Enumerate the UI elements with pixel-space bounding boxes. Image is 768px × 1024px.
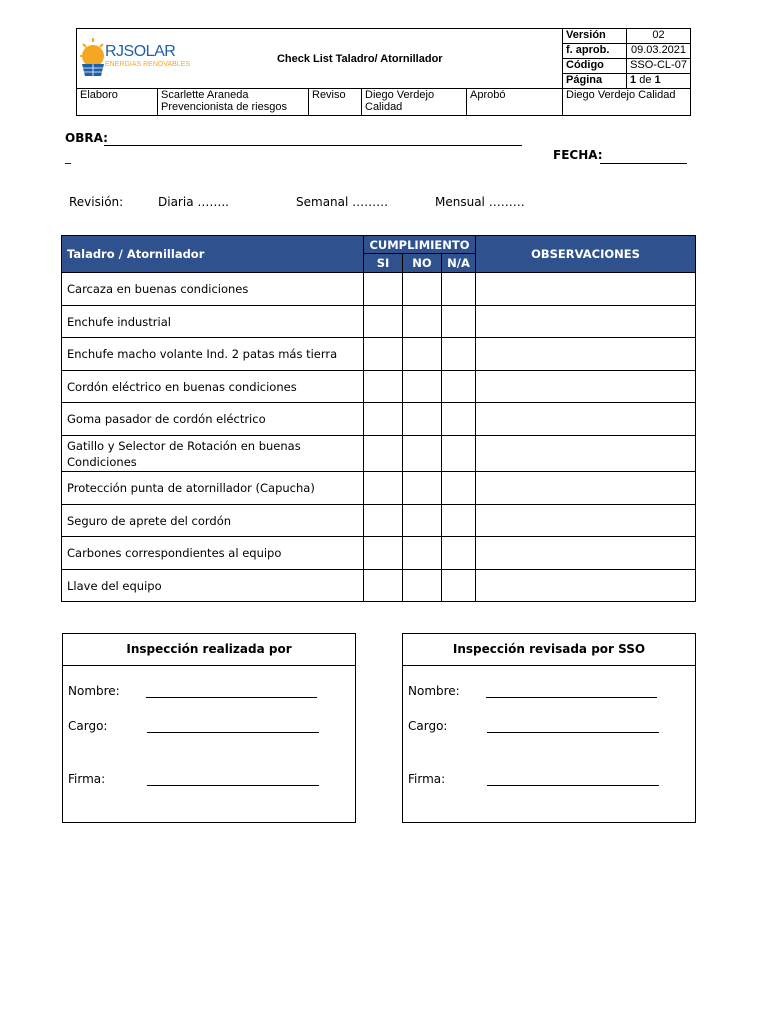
pagina-label: Página (563, 74, 627, 89)
revision-semanal[interactable]: Semanal ……… (296, 195, 389, 209)
col-na-header: N/A (442, 254, 476, 273)
checklist-row (62, 338, 696, 371)
revision-mensual[interactable]: Mensual ……… (435, 195, 525, 209)
checklist-row (62, 570, 696, 602)
left-firma-label: Firma: (68, 772, 106, 786)
checklist-item-label: Enchufe macho volante Ind. 2 patas más tierra (62, 338, 364, 371)
document-header (76, 28, 690, 111)
na-cell[interactable] (442, 306, 476, 338)
aprob-label: f. aprob. (563, 44, 627, 59)
checklist-item-label: Llave del equipo (62, 570, 364, 602)
pagina-total: 1 (654, 74, 661, 86)
observaciones-cell[interactable] (476, 338, 696, 371)
aprobo-label: Aprobó (467, 89, 563, 116)
left-firma-field[interactable] (147, 785, 319, 786)
na-cell[interactable] (442, 371, 476, 403)
si-cell[interactable] (364, 505, 403, 537)
elaboro-role: Prevencionista de riesgos (161, 101, 287, 113)
observaciones-cell[interactable] (476, 273, 696, 306)
checklist-row (62, 537, 696, 570)
col-item-header: Taladro / Atornillador (62, 236, 364, 273)
right-firma-label: Firma: (408, 772, 446, 786)
aprob-value: 09.03.2021 (627, 44, 691, 59)
right-cargo-label: Cargo: (408, 719, 448, 733)
elaboro-label: Elaboro (77, 89, 158, 116)
na-cell[interactable] (442, 338, 476, 371)
inspection-reviewed-box (402, 633, 696, 823)
si-cell[interactable] (364, 306, 403, 338)
checklist-row (62, 472, 696, 505)
si-cell[interactable] (364, 371, 403, 403)
si-cell[interactable] (364, 273, 403, 306)
right-cargo-field[interactable] (487, 732, 659, 733)
si-cell[interactable] (364, 338, 403, 371)
left-cargo-field[interactable] (147, 732, 319, 733)
observaciones-cell[interactable] (476, 537, 696, 570)
na-cell[interactable] (442, 570, 476, 602)
no-cell[interactable] (403, 403, 442, 436)
checklist-item-label: Protección punta de atornillador (Capucha) (62, 472, 364, 505)
no-cell[interactable] (403, 306, 442, 338)
right-firma-field[interactable] (487, 785, 659, 786)
obra-field[interactable] (104, 145, 522, 146)
revision-diaria[interactable]: Diaria …….. (158, 195, 229, 209)
checklist-item-label: Carcaza en buenas condiciones (62, 273, 364, 306)
fecha-label: FECHA: (553, 148, 603, 162)
col-observaciones-header: OBSERVACIONES (476, 236, 696, 273)
si-cell[interactable] (364, 472, 403, 505)
no-cell[interactable] (403, 338, 442, 371)
observaciones-cell[interactable] (476, 472, 696, 505)
observaciones-cell[interactable] (476, 306, 696, 338)
si-cell[interactable] (364, 436, 403, 472)
obra-underscore: _ (65, 150, 71, 164)
logo-text: RJSOLAR (105, 43, 176, 60)
checklist-item-label: Enchufe industrial (62, 306, 364, 338)
aprobo-value: Diego Verdejo Calidad (563, 89, 691, 116)
na-cell[interactable] (442, 472, 476, 505)
inspection-reviewed-title: Inspección revisada por SSO (403, 634, 695, 666)
col-no-header: NO (403, 254, 442, 273)
na-cell[interactable] (442, 273, 476, 306)
checklist-row (62, 306, 696, 338)
checklist-row (62, 403, 696, 436)
right-nombre-label: Nombre: (408, 684, 460, 698)
elaboro-name: Scarlette Araneda (161, 89, 249, 101)
codigo-label: Código (563, 59, 627, 74)
no-cell[interactable] (403, 505, 442, 537)
col-cumplimiento-header: CUMPLIMIENTO (364, 236, 476, 254)
reviso-cell (362, 89, 467, 116)
reviso-label: Reviso (309, 89, 362, 116)
reviso-role: Calidad (365, 101, 403, 113)
fecha-field[interactable] (600, 163, 687, 164)
left-nombre-field[interactable] (146, 697, 317, 698)
na-cell[interactable] (442, 436, 476, 472)
checklist-table (61, 235, 696, 602)
si-cell[interactable] (364, 403, 403, 436)
checklist-item-label: Carbones correspondientes al equipo (62, 537, 364, 570)
no-cell[interactable] (403, 436, 442, 472)
version-value: 02 (627, 29, 691, 44)
checklist-item-label: Goma pasador de cordón eléctrico (62, 403, 364, 436)
no-cell[interactable] (403, 537, 442, 570)
na-cell[interactable] (442, 505, 476, 537)
col-si-header: SI (364, 254, 403, 273)
si-cell[interactable] (364, 570, 403, 602)
observaciones-cell[interactable] (476, 505, 696, 537)
obra-label: OBRA: (65, 131, 108, 145)
na-cell[interactable] (442, 537, 476, 570)
observaciones-cell[interactable] (476, 371, 696, 403)
pagina-value (627, 74, 691, 89)
reviso-name: Diego Verdejo (365, 89, 435, 101)
pagina-de: de (639, 74, 652, 86)
checklist-row (62, 505, 696, 537)
observaciones-cell[interactable] (476, 570, 696, 602)
si-cell[interactable] (364, 537, 403, 570)
right-nombre-field[interactable] (486, 697, 657, 698)
observaciones-cell[interactable] (476, 403, 696, 436)
checklist-row (62, 273, 696, 306)
version-label: Versión (563, 29, 627, 44)
logo-cell (77, 29, 191, 89)
left-cargo-label: Cargo: (68, 719, 108, 733)
elaboro-cell (158, 89, 309, 116)
checklist-item-label: Cordón eléctrico en buenas condiciones (62, 371, 364, 403)
na-cell[interactable] (442, 403, 476, 436)
left-nombre-label: Nombre: (68, 684, 120, 698)
no-cell[interactable] (403, 472, 442, 505)
inspection-done-title: Inspección realizada por (63, 634, 355, 666)
logo-subtext: ENERGIAS RENOVABLES (105, 61, 191, 68)
document-title: Check List Taladro/ Atornillador (158, 29, 563, 89)
no-cell[interactable] (403, 371, 442, 403)
checklist-row (62, 371, 696, 403)
no-cell[interactable] (403, 273, 442, 306)
inspection-done-box (62, 633, 356, 823)
checklist-row (62, 436, 696, 472)
no-cell[interactable] (403, 570, 442, 602)
codigo-value: SSO-CL-07 (627, 59, 691, 74)
observaciones-cell[interactable] (476, 436, 696, 472)
revision-label: Revisión: (69, 195, 124, 209)
checklist-item-label: Gatillo y Selector de Rotación en buenas Condiciones (62, 436, 364, 472)
pagina-num: 1 (630, 74, 637, 86)
checklist-item-label: Seguro de aprete del cordón (62, 505, 364, 537)
